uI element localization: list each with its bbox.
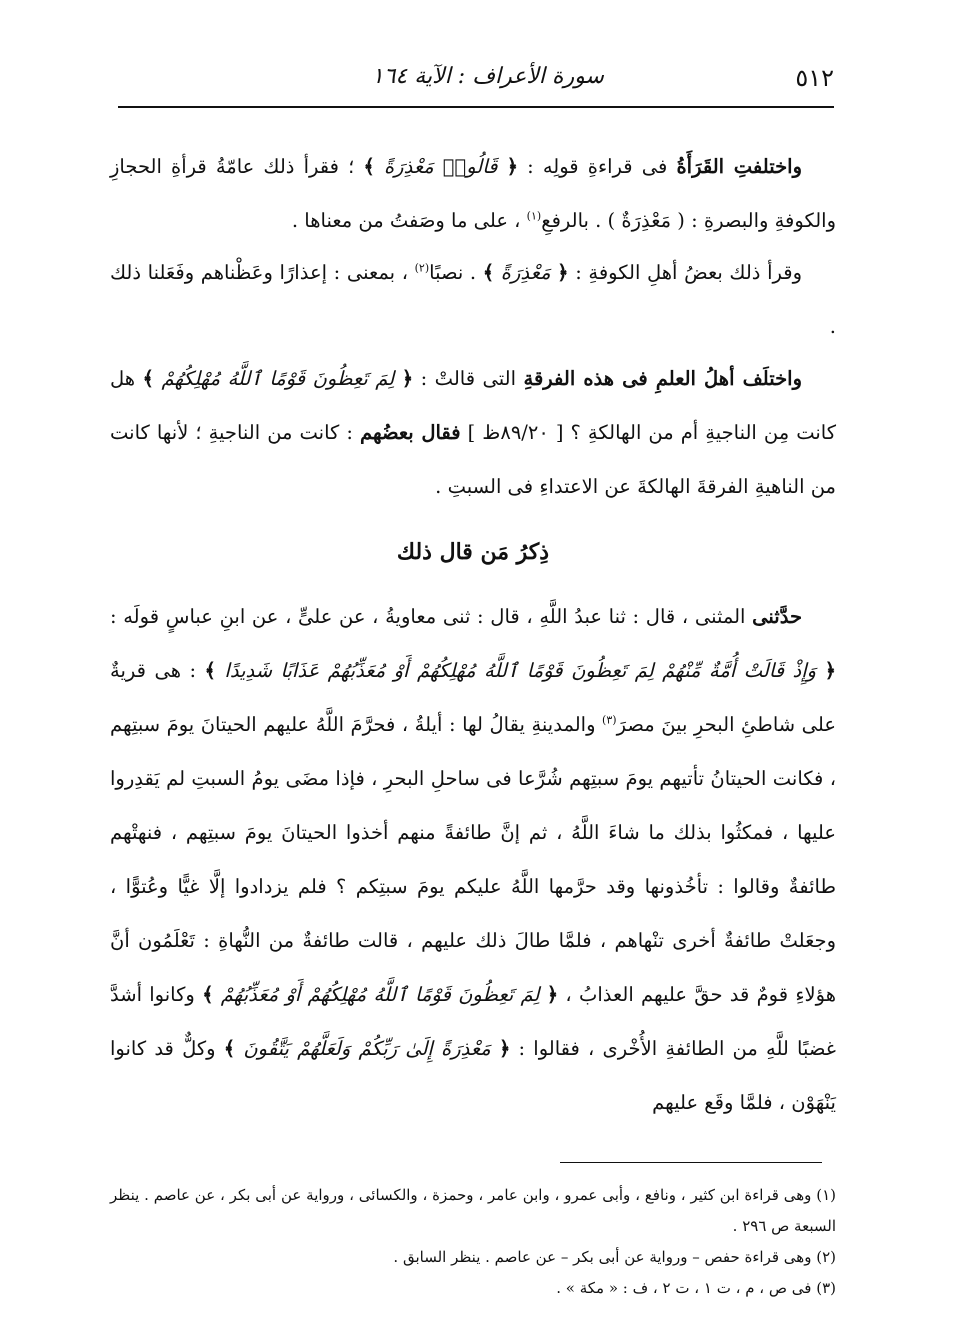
paragraph-text: وكلٌّ قد كانوا يَنْهَوْن ، فلمَّا وقَع عليهم (110, 1037, 836, 1114)
paragraph-text: : كانت من الناجيةِ ؛ لأنها كانت من الناهيةِ الفرقةَ الهالكةَ عن الاعتداءِ فى السبتِ . (110, 421, 836, 498)
quran-bracket-close: ﴾ (363, 155, 375, 178)
quran-bracket-close: ﴾ (204, 659, 216, 682)
section-title: ذِكرُ مَن قال ذلك (396, 539, 550, 565)
header-rule (118, 106, 834, 108)
paragraph-text: المثنى ، قال : ثنا عبدُ اللَّهِ ، قال : ثنى معاويةُ ، عن علىٍّ ، عن ابنِ عباسٍ قولَه : (110, 605, 753, 628)
paragraph-scholars-differ (110, 352, 836, 514)
quran-quote: وَإِذْ قَالَتْ أُمَّةٌ مِّنْهُمْ لِمَ تَعِظُونَ قَوْمًا ٱللَّهُ مُهْلِكُهُمْ أَوْ مُعَذِّبُهُمْ عَذَابًا شَدِيدًا (215, 659, 825, 682)
page-number: ٥١٢ (795, 64, 834, 92)
running-title: سورة الأعراف : الآية ١٦٤ (371, 64, 604, 89)
quran-quote: لِمَ تَعِظُونَ قَوْمًا ٱللَّهُ مُهْلِكُهُمْ أَوْ مُعَذِّبُهُمْ (213, 983, 547, 1006)
quran-quote: قَالُوا۟ مَعْذِرَةً (374, 155, 507, 178)
footnote-marker: (٢) (414, 261, 430, 275)
quran-quote: لِمَ تَعِظُونَ قَوْمًا ٱللَّهُ مُهْلِكُهُمْ (153, 367, 402, 390)
paragraph-lead: واختلفتِ القَرَأَةُ (676, 155, 803, 178)
paragraph-text: ، بمعنى : إعذارًا وعَظْناهم وفَعَلنا ذلك . (110, 261, 836, 338)
footnote-marker: (١) (526, 209, 542, 223)
paragraph-text: التى قالتْ : (413, 367, 524, 390)
quran-bracket-open: ﴿ (498, 1037, 511, 1060)
footnote-3: (٣) فى ص ، م ، ت ١ ، ت ٢ ، ف : « مكة » . (556, 1279, 836, 1297)
paragraph-narration (110, 590, 836, 1130)
paragraph-text: ؛ فقرأ ذلك عامّةُ قرأةِ الحجازِ والكوفةِ والبصرةِ : ( مَعْذِرَةٌ ) . بالرفعِ (110, 155, 836, 232)
footnotes (110, 1180, 836, 1304)
quran-bracket-open: ﴿ (557, 261, 569, 284)
paragraph-text: وقرأ ذلك بعضُ أهلِ الكوفةِ : (568, 261, 803, 284)
footnote-2: (٢) وهى قراءة حفص – ورواية عن أبى بكر – عن عاصم . ينظر السابق . (393, 1248, 836, 1266)
page-header (118, 60, 834, 100)
quran-bracket-open: ﴿ (401, 367, 414, 390)
quran-bracket-close: ﴾ (142, 367, 154, 390)
footnote-1: (١) وهى قراءة ابن كثير ، ونافع ، وأبى عمرو ، وابن عامر ، وحمزة ، والكسائى ، ورواية عن أبى بكر ، عن عاصم . ينظر السبعة ص ٢٩٦ . (110, 1186, 836, 1235)
paragraph-text: والمدينةِ يقالُ لها : أيلةُ ، فحرَّمَ اللَّهُ عليهم الحيتانَ يومَ سبتِهم ، فكانت الحيتانُ تأتيهم يومَ سبتِهم شُرَّعا فى ساحلِ البحرِ ، فإذا مضَى يومُ السبتِ لم يَقدِروا عليها ، فمكثُوا بذلك ما شاءَ اللَّهُ ، ثم إنَّ طائفةً منهم أخذوا الحيتانَ يومَ سبتِهم ، فنهتْهم طائفةٌ وقالوا : تأخُذونها وقد حرَّمها اللَّهُ عليكم يومَ سبتِكم ؟ فلم يزدادوا إلَّا غيًّا وعُتوًّا ، وجعَلتْ طائفةٌ أخرى تنْهاهم ، فلمَّا طالَ ذلك عليهم ، قالت طائفةٌ من النُّهاةِ : تَعْلَمُون أنَّ هؤلاءِ قومٌ قد حقَّ عليهم العذابُ ، (110, 713, 836, 1006)
main-text (110, 140, 836, 1130)
paragraph-text: فى قراءةِ قولِه : (518, 155, 677, 178)
quran-bracket-close: ﴾ (223, 1037, 236, 1060)
quran-bracket-open: ﴿ (506, 155, 519, 178)
footnote-rule (560, 1162, 822, 1163)
paragraph-readings (110, 140, 836, 248)
paragraph-text: ، على ما وصَفتُ من معناها . (291, 209, 527, 232)
paragraph-text: هل كانت مِن الناجيةِ أم من الهالكةِ ؟ [ ٨٩/٢٠ظ ] (110, 367, 836, 444)
quran-bracket-close: ﴾ (482, 261, 495, 284)
paragraph-text: : هى قريةٌ على شاطئِ البحرِ بينَ مصرَ (110, 659, 836, 736)
footnote-marker: (٣) (602, 713, 617, 727)
quran-bracket-open: ﴿ (546, 983, 559, 1006)
paragraph-text: وكانوا أشدَّ غضبًا للَّهِ من الطائفةِ الأُخْرى ، فقالوا : (110, 983, 836, 1060)
paragraph-lead: حدَّثنى (752, 605, 802, 628)
paragraph-text: . نصبًا (429, 261, 483, 284)
quran-bracket-close: ﴾ (202, 983, 214, 1006)
quran-quote: مَعْذِرَةً إِلَىٰ رَبِّكُمْ وَلَعَلَّهُمْ يَتَّقُونَ (235, 1037, 499, 1060)
quran-quote: مَعْذِرَةً (494, 261, 558, 284)
paragraph-kufa-reading (110, 246, 836, 354)
paragraph-bold-phrase: فقال بعضُهم (359, 421, 461, 444)
paragraph-lead: واختلَف أهلُ العلمِ فى هذه الفرقةِ (523, 367, 802, 390)
quran-bracket-open: ﴿ (824, 659, 836, 682)
